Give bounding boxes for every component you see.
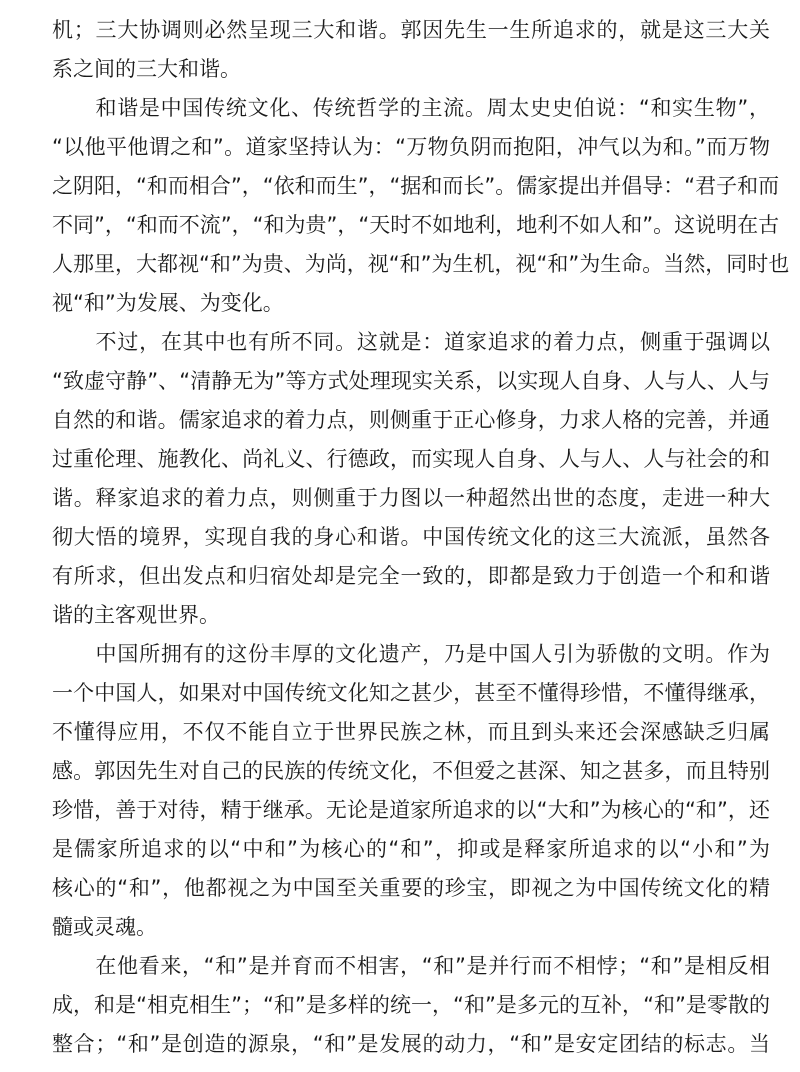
text-line: “以他平他谓之和”。道家坚持认为：“万物负阴而抱阳，冲气以为和。”而万物 [52, 135, 770, 159]
text-line: 不懂得应用，不仅不能自立于世界民族之林，而且到头来还会深感缺乏归属 [52, 720, 770, 744]
text-line: 在他看来，“和”是并育而不相害，“和”是并行而不相悖；“和”是相反相 [52, 954, 770, 978]
text-line: 之阴阳，“和而相合”，“依和而生”，“据和而长”。儒家提出并倡导：“君子和而 [52, 174, 780, 198]
text-line: “致虚守静”、“清静无为”等方式处理现实关系，以实现人自身、人与人、人与 [52, 369, 770, 393]
text-line: 系之间的三大和谐。 [52, 57, 241, 81]
text-line: 机；三大协调则必然呈现三大和谐。郭因先生一生所追求的，就是这三大关 [52, 18, 770, 42]
text-line: 谐的主客观世界。 [52, 603, 220, 627]
text-line: 成，和是“相克相生”；“和”是多样的统一，“和”是多元的互补，“和”是零散的 [52, 993, 770, 1017]
text-line: 髓或灵魂。 [52, 915, 157, 939]
text-line: 自然的和谐。儒家追求的着力点，则侧重于正心修身，力求人格的完善，并通 [52, 408, 770, 432]
text-line: 感。郭因先生对自己的民族的传统文化，不但爱之甚深、知之甚多，而且特别 [52, 759, 770, 783]
text-line: 和谐是中国传统文化、传统哲学的主流。周太史史伯说：“和实生物”， [52, 96, 770, 120]
text-line: 珍惜，善于对待，精于继承。无论是道家所追求的以“大和”为核心的“和”，还 [52, 798, 770, 822]
text-line: 视“和”为发展、为变化。 [52, 291, 284, 315]
text-line: 不同”，“和而不流”，“和为贵”，“天时不如地利，地利不如人和”。这说明在古 [52, 213, 780, 237]
text-line: 人那里，大都视“和”为贵、为尚，视“和”为生机，视“和”为生命。当然，同时也 [52, 252, 790, 276]
text-line: 一个中国人，如果对中国传统文化知之甚少，甚至不懂得珍惜，不懂得继承， [52, 681, 770, 705]
text-line: 彻大悟的境界，实现自我的身心和谐。中国传统文化的这三大流派，虽然各 [52, 525, 770, 549]
text-line: 整合；“和”是创造的源泉，“和”是发展的动力，“和”是安定团结的标志。当 [52, 1032, 770, 1056]
text-line: 有所求，但出发点和归宿处却是完全一致的，即都是致力于创造一个和和谐 [52, 564, 770, 588]
text-line: 是儒家所追求的以“中和”为核心的“和”，抑或是释家所追求的以“小和”为 [52, 837, 770, 861]
text-line: 过重伦理、施教化、尚礼义、行德政，而实现人自身、人与人、人与社会的和 [52, 447, 770, 471]
text-line: 谐。释家追求的着力点，则侧重于力图以一种超然出世的态度，走进一种大 [52, 486, 770, 510]
text-line: 核心的“和”，他都视之为中国至关重要的珍宝，即视之为中国传统文化的精 [52, 876, 770, 900]
text-line: 不过，在其中也有所不同。这就是：道家追求的着力点，侧重于强调以 [52, 330, 770, 354]
text-line: 中国所拥有的这份丰厚的文化遗产，乃是中国人引为骄傲的文明。作为 [52, 642, 770, 666]
